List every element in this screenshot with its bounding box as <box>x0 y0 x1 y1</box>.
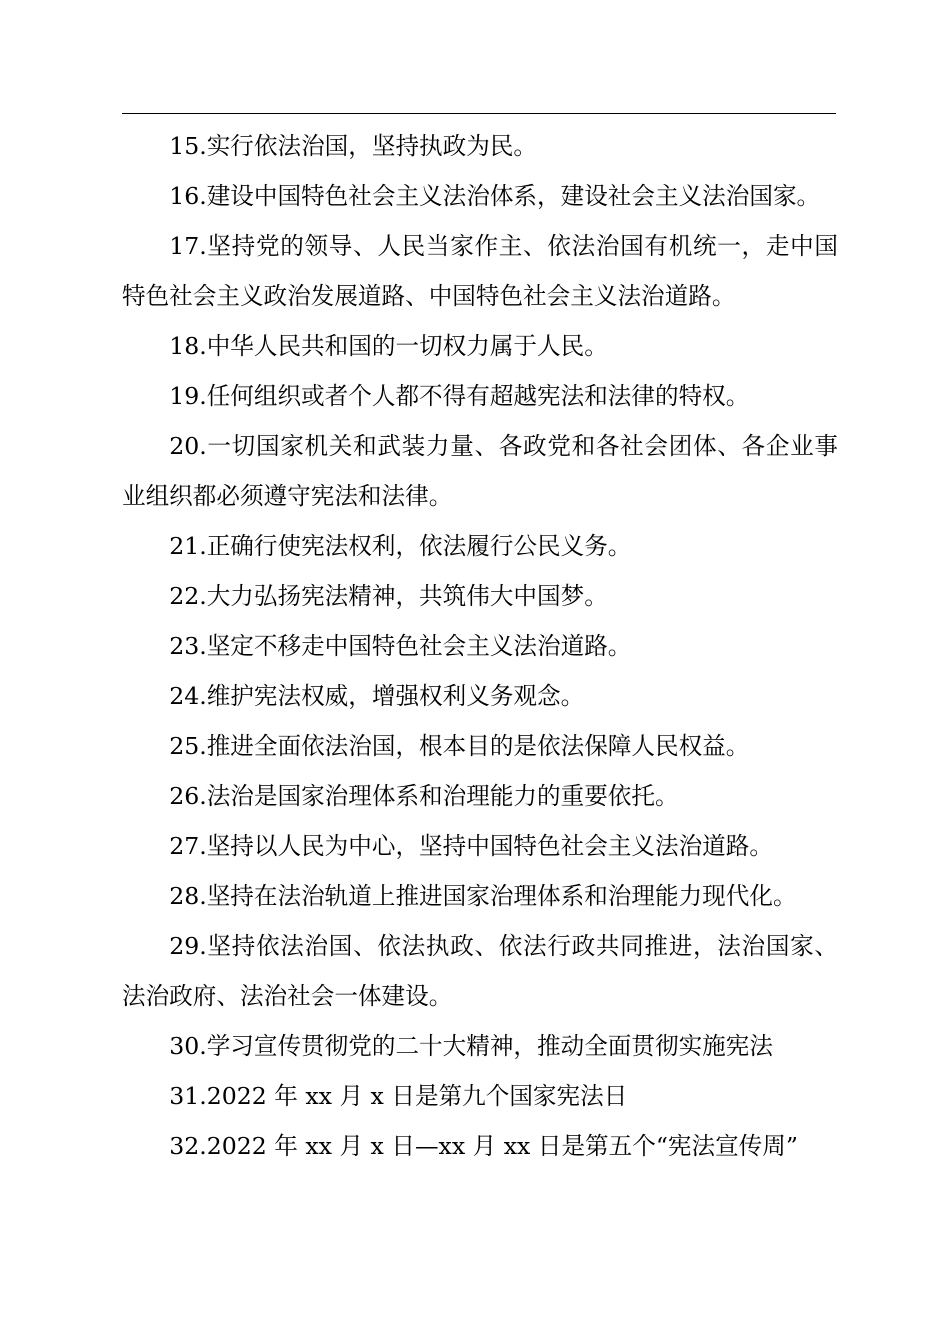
paragraph-26: 26.法治是国家治理体系和治理能力的重要依托。 <box>169 782 679 810</box>
paragraph-22: 22.大力弘扬宪法精神，共筑伟大中国梦。 <box>169 582 608 610</box>
paragraph-30: 30.学习宣传贯彻党的二十大精神，推动全面贯彻实施宪法 <box>169 1032 773 1060</box>
paragraph-15: 15.实行依法治国，坚持执政为民。 <box>169 132 538 160</box>
paragraph-20: 20.一切国家机关和武装力量、各政党和各社会团体、各企业事业组织都必须遵守宪法和法律。 <box>122 432 838 510</box>
paragraph-27: 27.坚持以人民为中心，坚持中国特色社会主义法治道路。 <box>169 832 773 860</box>
paragraph-23: 23.坚定不移走中国特色社会主义法治道路。 <box>169 632 632 660</box>
header-rule <box>122 113 836 114</box>
paragraph-21: 21.正确行使宪法权利，依法履行公民义务。 <box>169 532 632 560</box>
document-body <box>122 121 838 1171</box>
paragraph-29: 29.坚持依法治国、依法执政、依法行政共同推进，法治国家、法治政府、法治社会一体建设。 <box>122 932 838 1010</box>
paragraph-17: 17.坚持党的领导、人民当家作主、依法治国有机统一，走中国特色社会主义政治发展道路、中国特色社会主义法治道路。 <box>122 232 838 310</box>
paragraph-18: 18.中华人民共和国的一切权力属于人民。 <box>169 332 608 360</box>
paragraph-16: 16.建设中国特色社会主义法治体系，建设社会主义法治国家。 <box>169 182 821 210</box>
paragraph-31: 31.2022 年 xx 月 x 日是第九个国家宪法日 <box>169 1082 628 1110</box>
paragraph-24: 24.维护宪法权威，增强权利义务观念。 <box>169 682 585 710</box>
paragraph-25: 25.推进全面依法治国，根本目的是依法保障人民权益。 <box>169 732 750 760</box>
paragraph-19: 19.任何组织或者个人都不得有超越宪法和法律的特权。 <box>169 382 750 410</box>
paragraph-28: 28.坚持在法治轨道上推进国家治理体系和治理能力现代化。 <box>169 882 797 910</box>
paragraph-32: 32.2022 年 xx 月 x 日—xx 月 xx 日是第五个“宪法宣传周” <box>169 1132 798 1160</box>
